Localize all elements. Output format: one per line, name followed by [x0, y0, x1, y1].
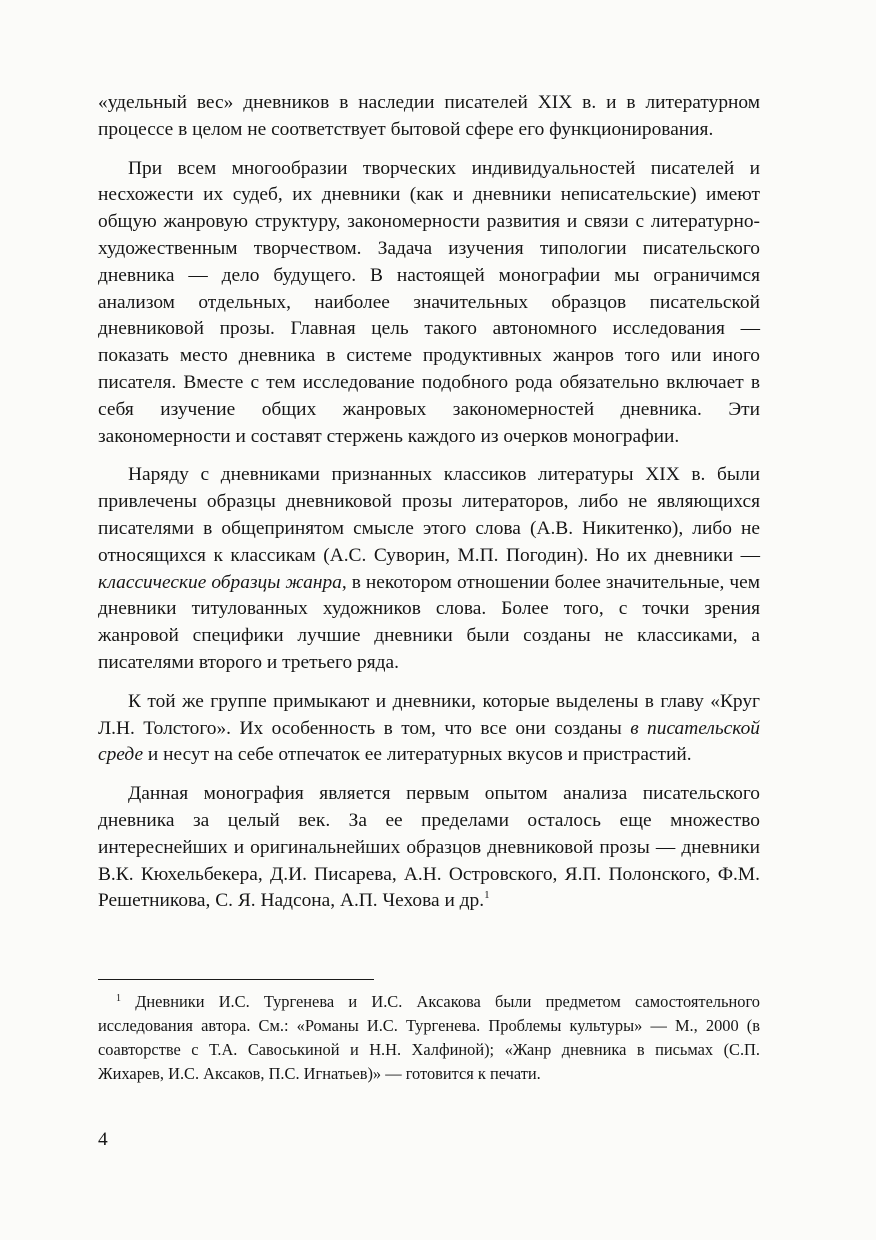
footnote-marker: 1 [116, 993, 121, 1004]
text-run: К той же группе примыкают и дневники, которые выделены в главу «Круг Л.Н. Толстого». Их особенность в том, что все они созданы [98, 690, 760, 739]
text-run: Наряду с дневниками признанных классиков литературы XIX в. были привлечены образцы дневниковой прозы литераторов, либо не являющихся писателями в общепринятом смысле этого слова (А.В. Никитенко), либо не относящихся к классикам (А.С. Суворин, М.П. Погодин). Но их дневники — [98, 464, 760, 566]
paragraph [98, 781, 760, 915]
text-run: и несут на себе отпечаток ее литературных вкусов и пристрастий. [143, 744, 692, 766]
footnote [98, 990, 760, 1086]
paragraph [98, 90, 760, 144]
paragraph [98, 156, 760, 451]
footnote-text: Дневники И.С. Тургенева и И.С. Аксакова были предметом самостоятельного исследования автора. См.: «Романы И.С. Тургенева. Проблемы культуры» — М., 2000 (в соавторстве с Т.А. Савоськиной и Н.Н. Халфиной); «Жанр дневника в письмах (С.П. Жихарев, И.С. Аксаков, П.С. Игнатьев)» — готовится к печати. [98, 992, 760, 1083]
main-text [98, 90, 760, 915]
paragraph [98, 462, 760, 676]
italic-emphasis: в писательской среде [98, 717, 760, 766]
text-run: , в некотором отношении более значительные, чем дневники титулованных художников слова. Более того, с точки зрения жанровой специфики лучшие дневники были созданы не классиками, а писателями второго и третьего ряда. [98, 571, 760, 673]
footnote-separator [98, 979, 374, 980]
text-run: При всем многообразии творческих индивидуальностей писателей и несхожести их судеб, их дневники (как и дневники неписательские) имеют общую жанровую структуру, закономерности развития и связи с литературно-художественным творчеством. Задача изучения типологии писательского дневника — дело будущего. В настоящей монографии мы ограничимся анализом отдельных, наиболее значительных образцов писательской дневниковой прозы. Главная цель такого автономного исследования — показать место дневника в системе продуктивных жанров того или иного писателя. Вместе с тем исследование подобного рода обязательно включает в себя изучение общих жанровых закономерностей дневника. Эти закономерности и составят стержень каждого из очерков монографии. [98, 157, 760, 447]
paragraph [98, 689, 760, 769]
page-number: 4 [98, 1129, 108, 1150]
italic-emphasis: классические образцы жанра [98, 571, 342, 593]
text-run: Данная монография является первым опытом анализа писательского дневника за целый век. За ее пределами осталось еще множество интереснейших и оригинальнейших образцов дневниковой прозы — дневники В.К. Кюхельбекера, Д.И. Писарева, А.Н. Островского, Я.П. Полонского, Ф.М. Решетникова, С. Я. Надсона, А.П. Чехова и др. [98, 783, 760, 912]
text-run: «удельный вес» дневников в наследии писателей XIX в. и в литературном процессе в целом не соответствует бытовой сфере его функционирования. [98, 92, 760, 140]
footnote-ref: 1 [484, 889, 490, 902]
